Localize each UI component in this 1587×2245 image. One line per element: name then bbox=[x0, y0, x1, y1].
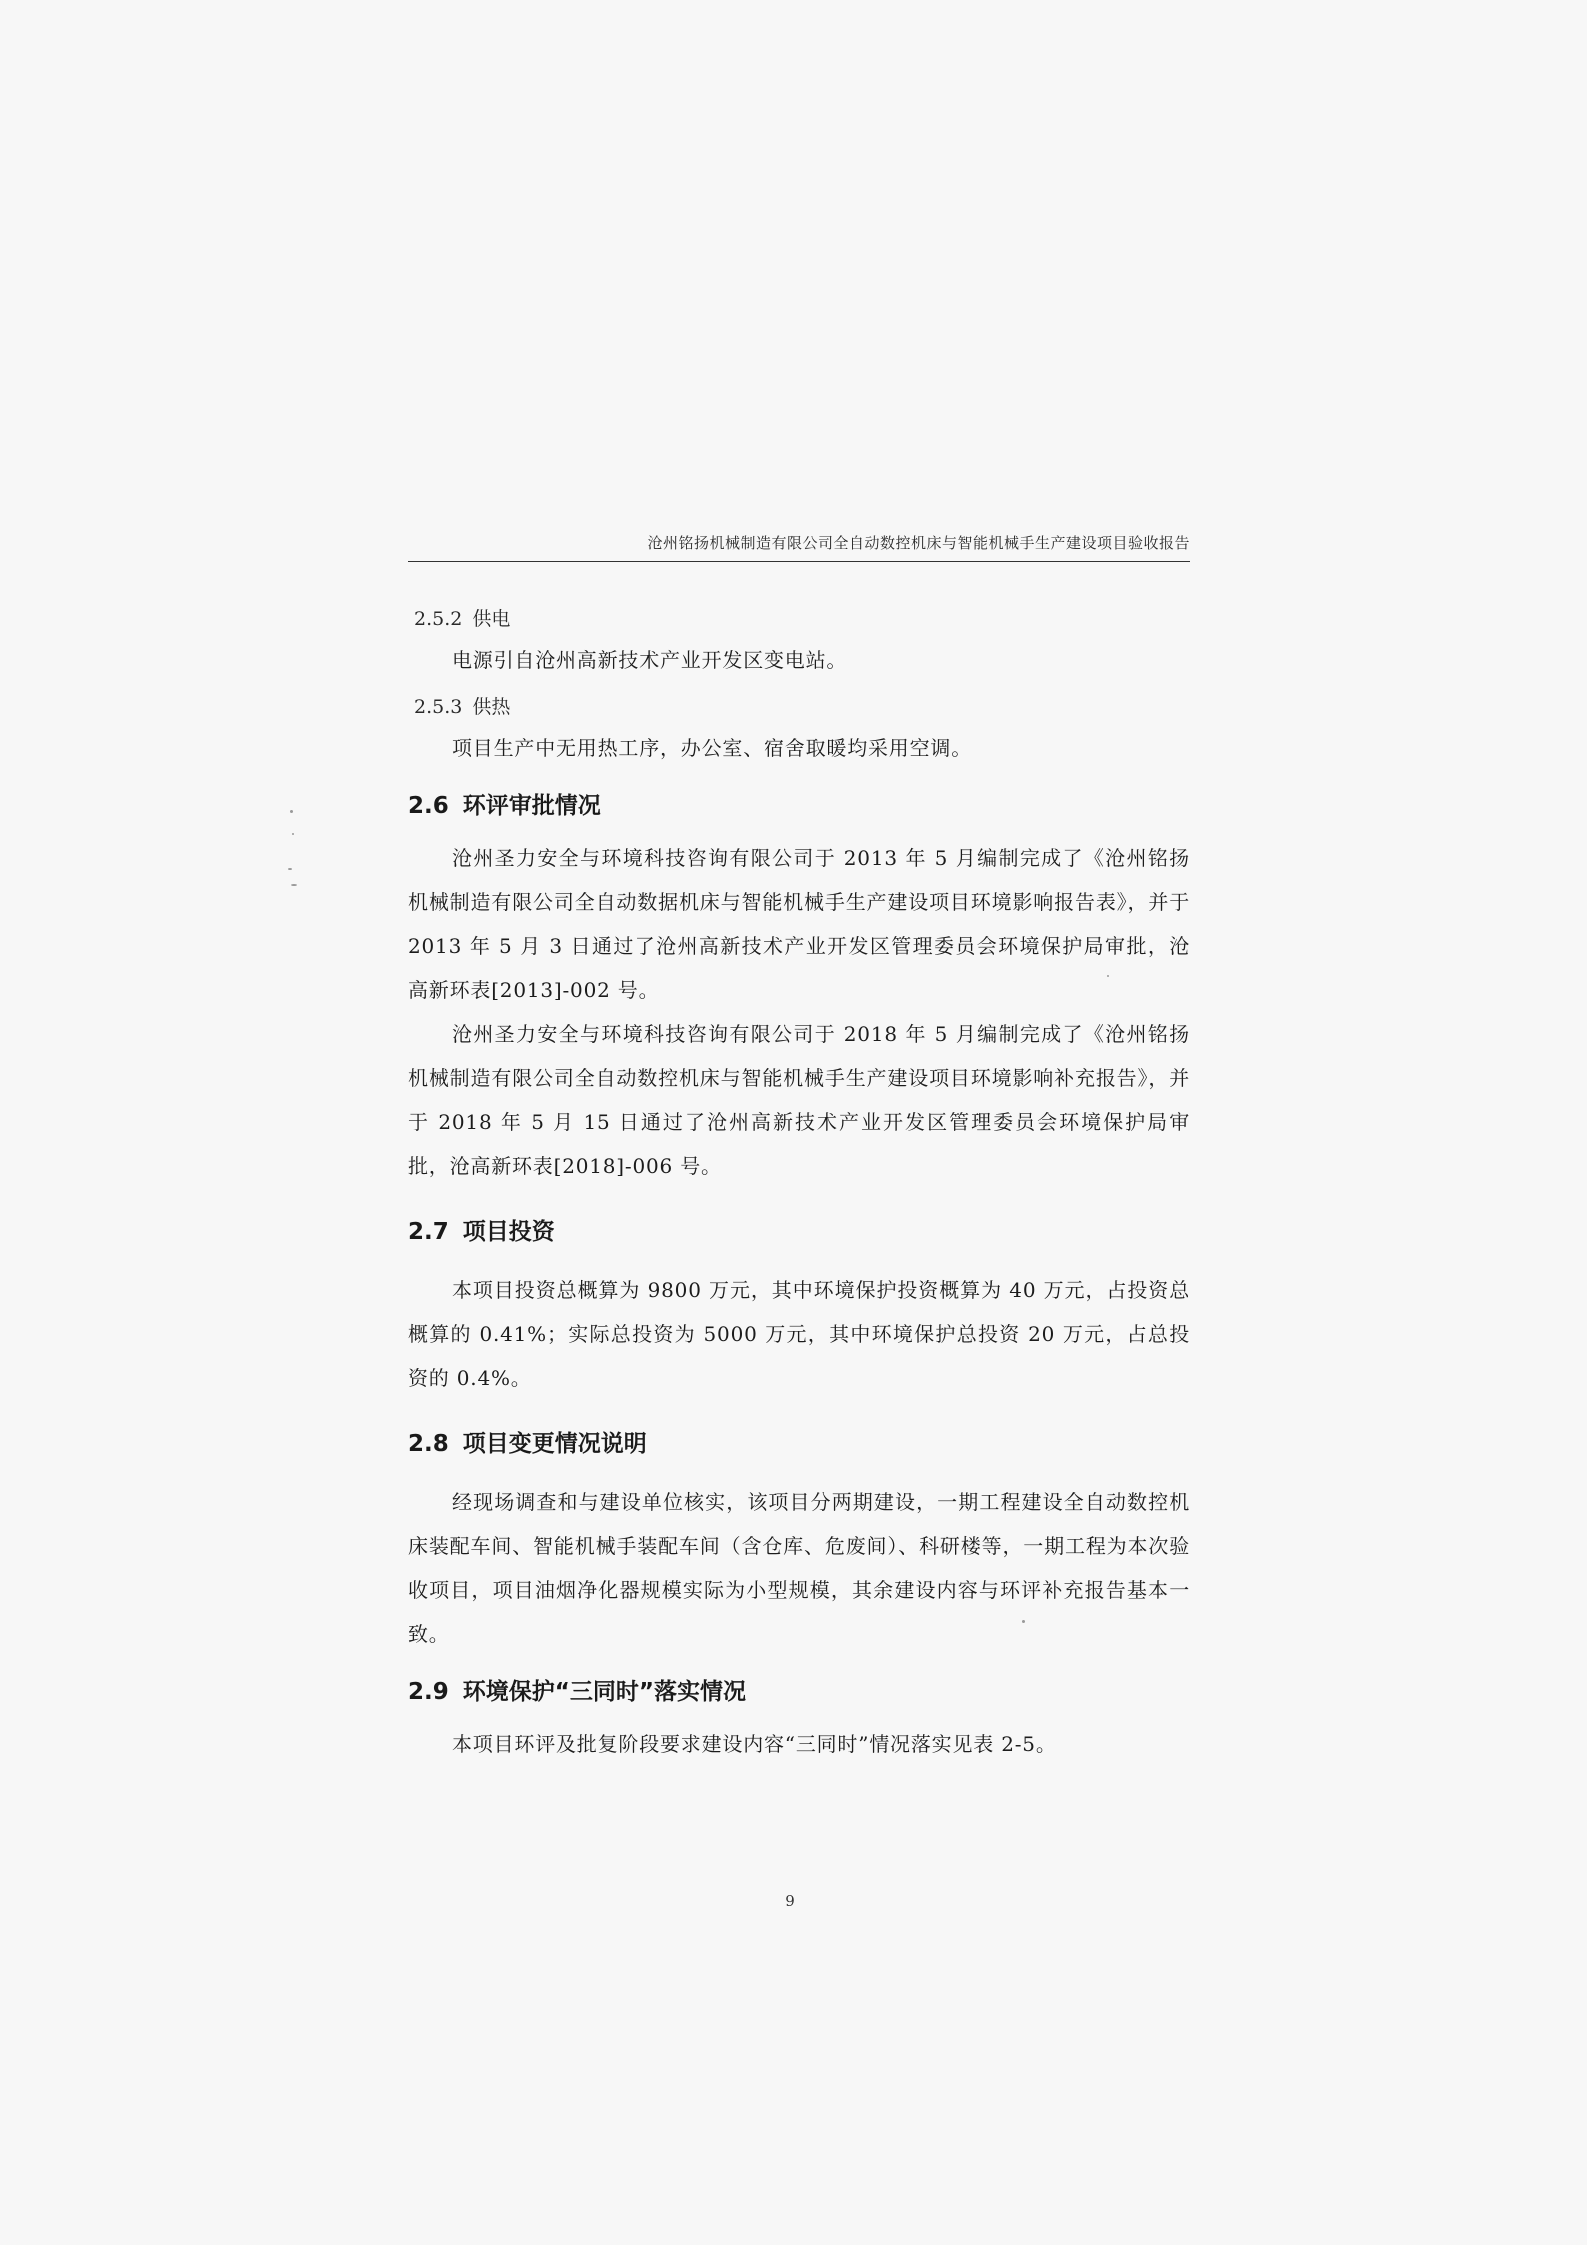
header-rule bbox=[408, 561, 1190, 562]
scan-speck bbox=[292, 833, 294, 835]
subsection-heading-2-5-2 bbox=[414, 600, 1190, 638]
paragraph-three-simultaneous: 本项目环评及批复阶段要求建设内容“三同时”情况落实见表 2-5。 bbox=[452, 1732, 1057, 1756]
subsection-heading-2-5-3 bbox=[414, 688, 1190, 726]
page-number: 9 bbox=[785, 1892, 795, 1910]
paragraph-changes: 经现场调查和与建设单位核实，该项目分两期建设，一期工程建设全自动数控机床装配车间、智能机械手装配车间（含仓库、危废间）、科研楼等，一期工程为本次验收项目，项目油烟净化器规模实际为小型规模，其余建设内容与环评补充报告基本一致。 bbox=[408, 1490, 1190, 1646]
paragraph-power-supply: 电源引自沧州高新技术产业开发区变电站。 bbox=[452, 648, 848, 672]
page-content bbox=[408, 600, 1190, 1766]
section-heading-2-8 bbox=[408, 1422, 1190, 1466]
section-heading-2-7 bbox=[408, 1210, 1190, 1254]
paragraph-eia-2018: 沧州圣力安全与环境科技咨询有限公司于 2018 年 5 月编制完成了《沧州铭扬机械制造有限公司全自动数控机床与智能机械手生产建设项目环境影响补充报告》，并于 2018 年 5 月 15 日通过了沧州高新技术产业开发区管理委员会环境保护局审批，沧高新环表[2018]-006 号。 bbox=[408, 1022, 1190, 1178]
paragraph-investment: 本项目投资总概算为 9800 万元，其中环境保护投资概算为 40 万元，占投资总概算的 0.41%；实际总投资为 5000 万元，其中环境保护总投资 20 万元，占总投资的 0.4%。 bbox=[408, 1278, 1190, 1390]
section-title: 环评审批情况 bbox=[462, 793, 601, 819]
section-heading-2-6 bbox=[408, 784, 1190, 828]
scan-speck bbox=[291, 884, 297, 886]
running-header: 沧州铭扬机械制造有限公司全自动数控机床与智能机械手生产建设项目验收报告 bbox=[647, 534, 1190, 552]
subsection-number: 2.5.3 bbox=[414, 696, 463, 718]
section-title: 环境保护“三同时”落实情况 bbox=[462, 1679, 746, 1705]
subsection-title: 供电 bbox=[472, 608, 511, 630]
subsection-title: 供热 bbox=[472, 696, 511, 718]
paragraph-heat-supply: 项目生产中无用热工序，办公室、宿舍取暖均采用空调。 bbox=[452, 736, 972, 760]
section-number: 2.7 bbox=[408, 1219, 449, 1245]
section-title: 项目变更情况说明 bbox=[462, 1431, 647, 1457]
section-number: 2.6 bbox=[408, 793, 449, 819]
scan-speck bbox=[288, 868, 292, 870]
section-heading-2-9 bbox=[408, 1670, 1190, 1714]
paragraph-eia-2013: 沧州圣力安全与环境科技咨询有限公司于 2013 年 5 月编制完成了《沧州铭扬机械制造有限公司全自动数据机床与智能机械手生产建设项目环境影响报告表》，并于 2013 年 5 月 3 日通过了沧州高新技术产业开发区管理委员会环境保护局审批，沧高新环表[2013]-002 号。 bbox=[408, 846, 1190, 1002]
section-number: 2.9 bbox=[408, 1679, 449, 1705]
section-number: 2.8 bbox=[408, 1431, 449, 1457]
scan-speck bbox=[1107, 975, 1109, 977]
scan-speck bbox=[1022, 1620, 1025, 1623]
scan-speck bbox=[290, 810, 293, 813]
section-title: 项目投资 bbox=[462, 1219, 555, 1245]
subsection-number: 2.5.2 bbox=[414, 608, 463, 630]
